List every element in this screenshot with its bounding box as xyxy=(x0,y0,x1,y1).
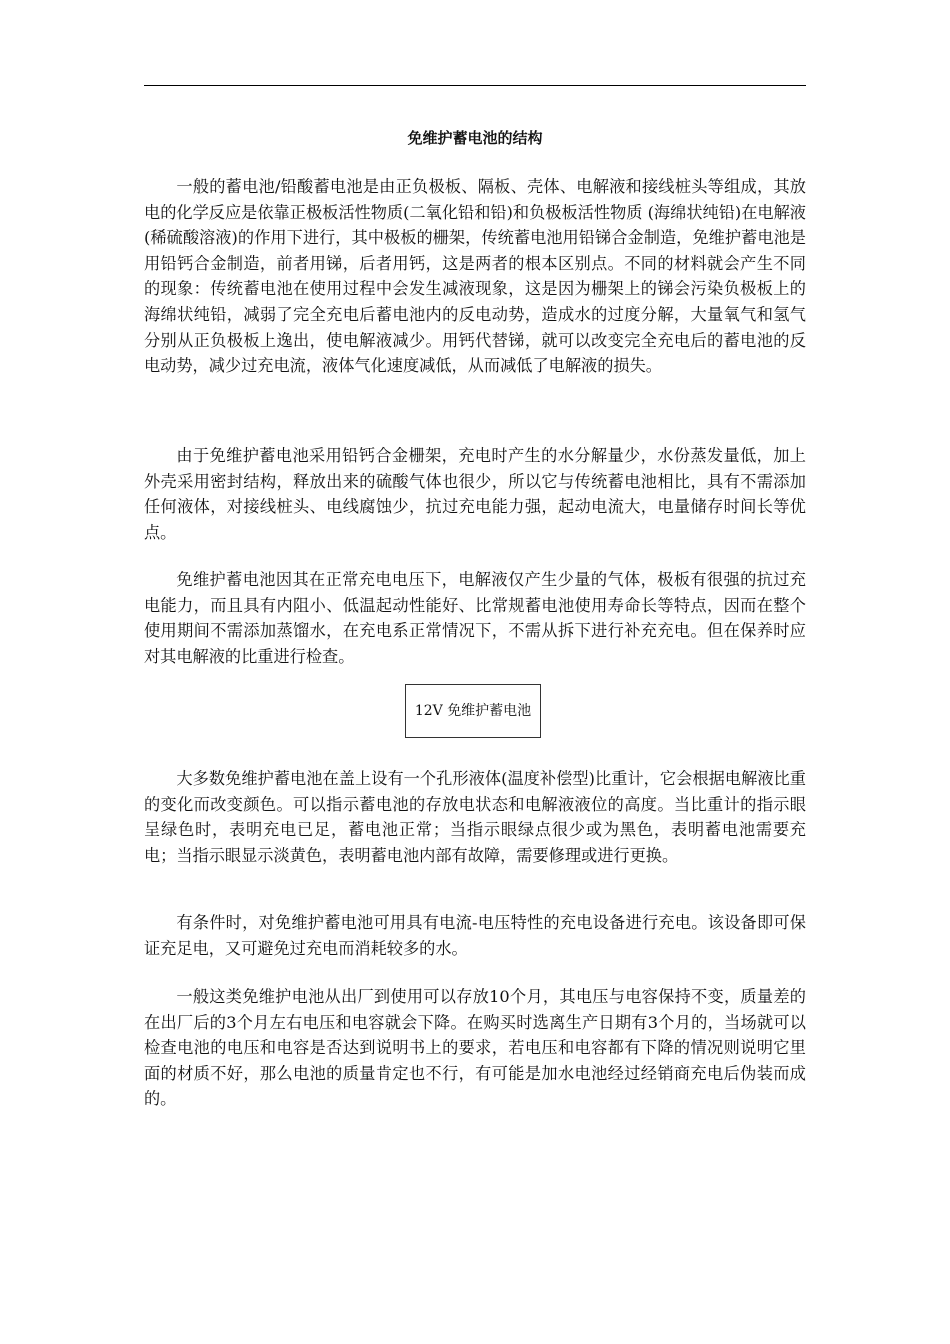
paragraph-advantages: 由于免维护蓄电池采用铅钙合金栅架，充电时产生的水分解量少，水份蒸发量低，加上外壳采用密封结构，释放出来的硫酸气体也很少，所以它与传统蓄电池相比，具有不需添加任何液体，对接线桩头、电线腐蚀少，抗过充电能力强，起动电流大，电量储存时间长等优点。 xyxy=(144,446,806,542)
paragraph-features: 免维护蓄电池因其在正常充电电压下，电解液仅产生少量的气体，极板有很强的抗过充电能力，而且具有内阻小、低温起动性能好、比常规蓄电池使用寿命长等特点，因而在整个使用期间不需添加蒸馏水，在充电系正常情况下，不需从拆下进行补充充电。但在保养时应对其电解液的比重进行检查。 xyxy=(144,570,806,666)
image-caption-box xyxy=(405,684,541,738)
header-rule xyxy=(144,85,806,86)
paragraph-structure: 一般的蓄电池/铅酸蓄电池是由正负极板、隔板、壳体、电解液和接线桩头等组成，其放电的化学反应是依靠正极板活性物质(二氧化铅和铅)和负极板活性物质 (海绵状纯铅)在电解液(稀硫酸溶液)的作用下进行，其中极板的栅架，传统蓄电池用铅锑合金制造，免维护蓄电池是用铅钙合金制造，前者用锑，后者用钙，这是两者的根本区别点。不同的材料就会产生不同的现象：传统蓄电池在使用过程中会发生减液现象，这是因为栅架上的锑会污染负极板上的海绵状纯铅，减弱了完全充电后蓄电池内的反电动势，造成水的过度分解，大量氧气和氢气分别从正负极板上逸出，使电解液减少。用钙代替锑，就可以改变完全充电后的蓄电池的反电动势，减少过充电流，液体气化速度减低，从而减低了电解液的损失。 xyxy=(144,177,806,376)
paragraph-hydrometer: 大多数免维护蓄电池在盖上设有一个孔形液体(温度补偿型)比重计，它会根据电解液比重的变化而改变颜色。可以指示蓄电池的存放电状态和电解液液位的高度。当比重计的指示眼呈绿色时，表明充电已足，蓄电池正常；当指示眼绿点很少或为黑色，表明蓄电池需要充电；当指示眼显示淡黄色，表明蓄电池内部有故障，需要修理或进行更换。 xyxy=(144,769,806,865)
document-title: 免维护蓄电池的结构 xyxy=(407,129,543,147)
paragraph-storage: 一般这类免维护电池从出厂到使用可以存放10个月，其电压与电容保持不变，质量差的在出厂后的3个月左右电压和电容就会下降。在购买时选离生产日期有3个月的，当场就可以检查电池的电压和电容是否达到说明书上的要求，若电压和电容都有下降的情况则说明它里面的材质不好，那么电池的质量肯定也不行，有可能是加水电池经过经销商充电后伪装而成的。 xyxy=(144,987,806,1109)
paragraph-charging: 有条件时，对免维护蓄电池可用具有电流-电压特性的充电设备进行充电。该设备即可保证充足电，又可避免过充电而消耗较多的水。 xyxy=(144,913,806,958)
image-caption: 12V 免维护蓄电池 xyxy=(414,702,532,719)
